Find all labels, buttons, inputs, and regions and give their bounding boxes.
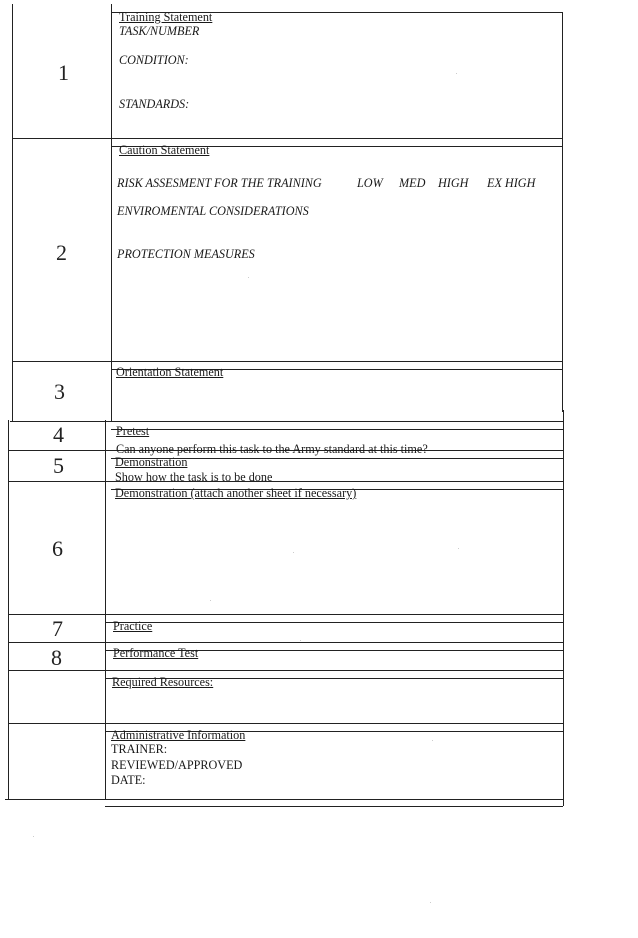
scan-speck: [248, 277, 249, 278]
row7-bottom-line: [8, 642, 563, 643]
form-bottom-line-right: [105, 806, 563, 807]
scan-speck: [430, 902, 431, 903]
standards-label: STANDARDS:: [119, 97, 190, 111]
environmental-label: ENVIROMENTAL CONSIDERATIONS: [117, 204, 309, 218]
scan-speck: [456, 73, 457, 74]
admin-info-heading: Administrative Information: [111, 728, 246, 742]
risk-ex-high: EX HIGH: [487, 176, 536, 190]
row4-top-line: [111, 429, 563, 430]
row5-bottom-line: [8, 481, 563, 482]
trainer-label: TRAINER:: [111, 742, 168, 756]
left-border-lower: [8, 420, 9, 800]
risk-assessment-label: RISK ASSESMENT FOR THE TRAINING: [117, 176, 322, 190]
required-resources-heading: Required Resources:: [112, 675, 214, 689]
scan-speck: [458, 548, 459, 549]
section-8-number: 8: [51, 645, 62, 670]
section-6-number: 6: [52, 536, 63, 561]
right-border: [562, 12, 563, 412]
risk-high: HIGH: [438, 176, 469, 190]
scan-speck: [293, 552, 294, 553]
section-5-text: Show how the task is to be done: [115, 470, 273, 484]
section-3-heading: Orientation Statement: [116, 365, 224, 379]
risk-med: MED: [399, 176, 426, 190]
form-bottom-line: [5, 799, 563, 800]
reviewed-approved-label: REVIEWED/APPROVED: [111, 758, 243, 772]
row3-bottom-line: [10, 421, 563, 422]
section-6-heading: Demonstration (attach another sheet if necessary): [115, 486, 357, 500]
protection-label: PROTECTION MEASURES: [117, 247, 255, 261]
row8-bottom-line: [8, 670, 563, 671]
condition-label: CONDITION:: [119, 53, 189, 67]
left-border: [12, 4, 13, 422]
scan-speck: [33, 836, 34, 837]
task-number-label: TASK/NUMBER: [119, 24, 200, 38]
section-5-heading: Demonstration: [115, 455, 188, 469]
risk-low: LOW: [357, 176, 383, 190]
row7-top-line: [105, 622, 563, 623]
section-4-heading: Pretest: [116, 424, 150, 438]
section-8-heading: Performance Test: [113, 646, 199, 660]
section-2-heading: Caution Statement: [119, 143, 210, 157]
section-4-number: 4: [53, 422, 64, 447]
row6-bottom-line: [8, 614, 563, 615]
section-1-number: 1: [58, 60, 69, 85]
section-7-number: 7: [52, 616, 63, 641]
column-divider-lower: [105, 420, 106, 800]
date-label: DATE:: [111, 773, 146, 787]
section-4-text: Can anyone perform this task to the Army standard at this time?: [116, 442, 428, 456]
scan-speck: [432, 740, 433, 741]
section-3-number: 3: [54, 379, 65, 404]
row9-bottom-line: [8, 723, 563, 724]
scan-speck: [210, 600, 211, 601]
scan-speck: [300, 640, 301, 641]
section-5-number: 5: [53, 453, 64, 478]
section-2-number: 2: [56, 240, 67, 265]
row1-bottom-line: [12, 138, 563, 139]
right-border-lower: [563, 410, 564, 806]
row2-bottom-line: [12, 361, 563, 362]
section-7-heading: Practice: [113, 619, 153, 633]
column-divider: [111, 4, 112, 422]
section-1-heading: Training Statement: [119, 10, 213, 24]
